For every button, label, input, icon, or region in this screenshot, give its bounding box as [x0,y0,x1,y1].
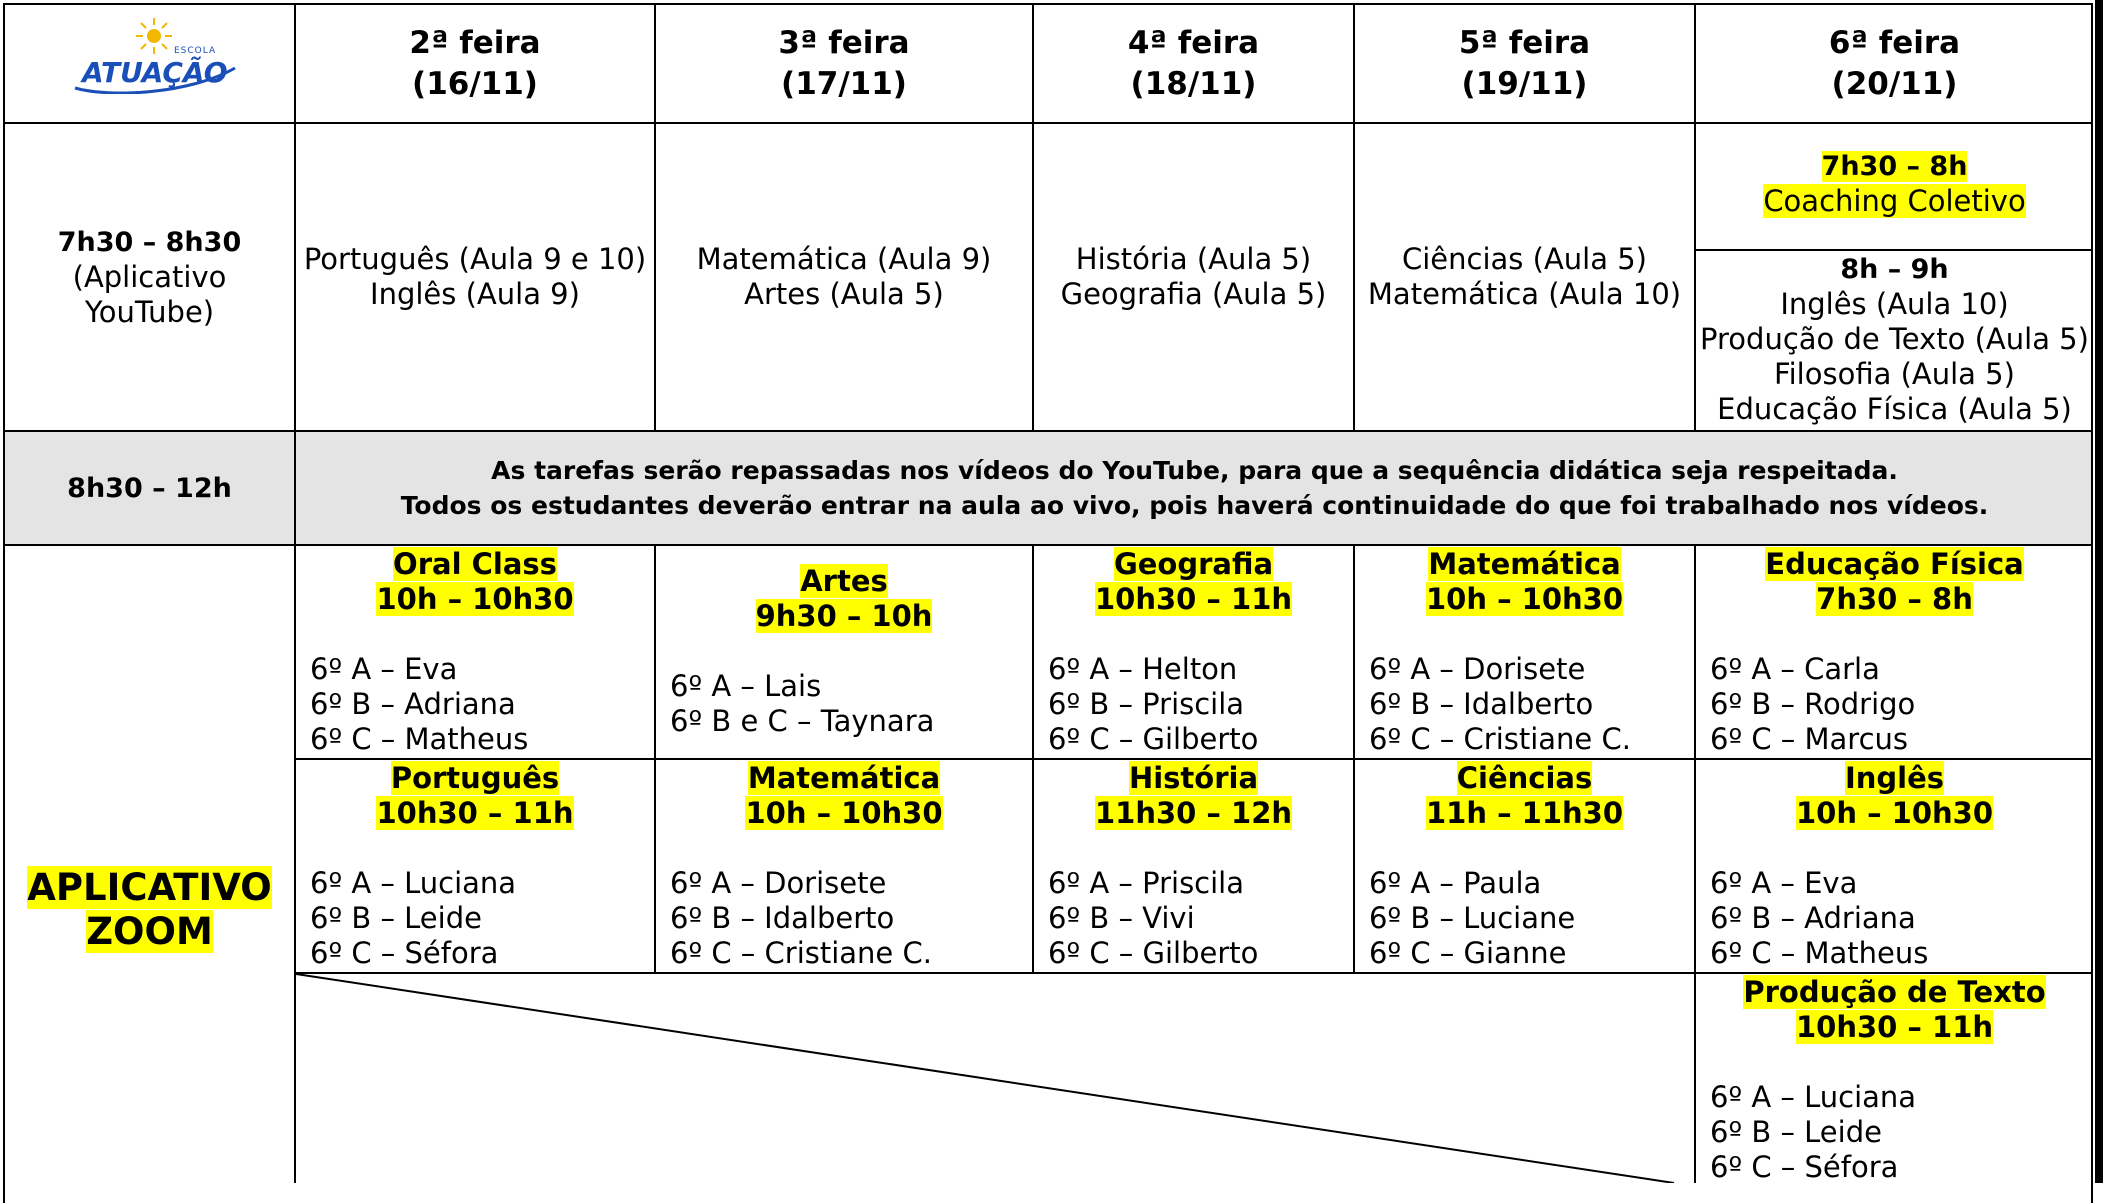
day-name: 3ª feira [778,24,910,61]
day-header-wed [1034,5,1353,122]
slot-time: 7h30 – 8h [1821,151,1968,182]
class-row: 6º C – Cristiane C. [1369,722,1631,756]
class-row: 6º C – Séfora [310,936,499,970]
row-time: 8h30 – 12h [67,472,232,504]
table-right-shadow [2095,0,2103,1183]
class-time: 10h – 10h30 [1795,796,1994,830]
class-title: Produção de Texto [1743,975,2046,1009]
class-time: 11h – 11h30 [1425,796,1624,830]
subject-line: História (Aula 5) [1075,242,1312,276]
logo-swoosh [70,64,240,94]
sun-icon [134,16,174,56]
class-row: 6º B – Rodrigo [1710,687,1916,721]
class-row: 6º B – Idalberto [670,901,895,935]
class-row: 6º C – Gilberto [1048,936,1259,970]
youtube-cell-tue [656,124,1032,430]
school-logo [60,16,260,102]
class-row: 6º A – Eva [310,652,458,686]
class-row: 6º A – Paula [1369,866,1542,900]
class-row: 6º A – Dorisete [1369,652,1586,686]
zoom-class-block [1696,761,2093,971]
subject-line: Ciências (Aula 5) [1402,242,1647,276]
class-time: 7h30 – 8h [1816,582,1973,616]
day-date: (16/11) [412,65,538,102]
class-title: Ciências [1456,761,1593,795]
class-row: 6º A – Eva [1710,866,1858,900]
youtube-cell-thu [1355,124,1694,430]
class-row: 6º B – Leide [1710,1115,1882,1149]
class-row: 6º A – Dorisete [670,866,887,900]
class-title: Educação Física [1765,547,2024,581]
zoom-class-block [1034,547,1353,757]
youtube-cell-fri-top [1696,148,2093,228]
class-row: 6º A – Luciana [1710,1080,1917,1114]
row-time-tasks [5,432,294,544]
class-row: 6º B e C – Taynara [670,704,935,738]
day-date: (19/11) [1461,65,1588,102]
class-row: 6º A – Carla [1710,652,1880,686]
class-row: 6º C – Cristiane C. [670,936,932,970]
slot-time: 8h – 9h [1840,254,1949,285]
subject-line: Geografia (Aula 5) [1060,277,1327,311]
slot-subject: Coaching Coletivo [1763,184,2026,218]
class-row: 6º A – Luciana [310,866,517,900]
row-note: (Aplicativo [72,259,227,294]
grid-line [295,758,2093,760]
class-row: 6º B – Leide [310,901,482,935]
zoom-label-line: ZOOM [86,909,213,953]
class-time: 10h – 10h30 [1425,582,1624,616]
class-time: 10h30 – 11h [1795,1010,1994,1044]
day-name: 4ª feira [1127,24,1260,61]
grid-line [5,544,2093,546]
notice-line: Todos os estudantes deverão entrar na aula ao vivo, pois haverá continuidade do que foi trabalhado nos vídeos. [400,491,1989,520]
zoom-label [5,546,294,1183]
class-row: 6º B – Priscila [1048,687,1245,721]
class-row: 6º B – Adriana [310,687,516,721]
youtube-cell-wed [1034,124,1353,430]
zoom-class-block [1355,761,1694,971]
subject-line: Matemática (Aula 9) [696,242,992,276]
class-row: 6º A – Lais [670,669,822,703]
day-date: (18/11) [1130,65,1257,102]
day-header-tue [656,5,1032,122]
class-time: 11h30 – 12h [1094,796,1293,830]
class-time: 10h – 10h30 [376,582,574,616]
class-time: 10h – 10h30 [745,796,943,830]
class-title: Matemática [747,761,941,795]
class-row: 6º B – Vivi [1048,901,1195,935]
class-row: 6º B – Adriana [1710,901,1916,935]
zoom-class-block [1696,975,2093,1185]
logo-name: ATUAÇÃO [82,56,228,89]
zoom-class-block [296,547,654,757]
youtube-cell-fri-bottom [1696,252,2093,430]
day-name: 5ª feira [1458,24,1591,61]
day-header-fri [1696,5,2093,122]
zoom-class-block [1696,547,2093,757]
class-title: Matemática [1428,547,1621,581]
empty-cell-diagonal [296,974,1694,1183]
class-time: 9h30 – 10h [755,599,933,633]
class-title: Oral Class [393,547,557,581]
row-note: YouTube) [84,294,215,329]
day-name: 6ª feira [1828,24,1961,61]
subject-line: Artes (Aula 5) [744,277,944,311]
row-time-youtube [5,124,294,430]
class-title: História [1128,761,1259,795]
row-time: 7h30 – 8h30 [57,226,242,258]
subject-line: Educação Física (Aula 5) [1717,392,2072,426]
class-row: 6º C – Gilberto [1048,722,1259,756]
subject-line: Matemática (Aula 10) [1367,277,1682,311]
zoom-label-line: APLICATIVO [27,865,272,909]
day-date: (17/11) [781,65,907,102]
class-time: 10h30 – 11h [376,796,574,830]
zoom-class-block [656,564,1032,739]
zoom-class-block [296,761,654,971]
class-row: 6º C – Matheus [1710,936,1929,970]
youtube-cell-mon [296,124,654,430]
subject-line: Inglês (Aula 9) [370,277,580,311]
day-header-thu [1355,5,1694,122]
subject-line: Inglês (Aula 10) [1780,287,2009,321]
class-row: 6º C – Séfora [1710,1150,1899,1184]
class-row: 6º C – Marcus [1710,722,1909,756]
tasks-notice [296,432,2093,544]
class-row: 6º C – Gianne [1369,936,1567,970]
day-header-mon [296,5,654,122]
subject-line: Produção de Texto (Aula 5) [1700,322,2089,356]
subject-line: Português (Aula 9 e 10) [303,242,647,276]
class-row: 6º C – Matheus [310,722,529,756]
zoom-class-block [1355,547,1694,757]
zoom-class-block [1034,761,1353,971]
notice-line: As tarefas serão repassadas nos vídeos do YouTube, para que a sequência didática seja respeitada. [491,456,1898,485]
grid-line [1694,249,2093,251]
day-name: 2ª feira [409,24,541,61]
class-row: 6º B – Idalberto [1369,687,1594,721]
class-row: 6º A – Helton [1048,652,1238,686]
logo-small-text: ESCOLA [174,46,217,56]
day-date: (20/11) [1831,65,1958,102]
class-title: Português [390,761,560,795]
class-title: Inglês [1844,761,1945,795]
class-title: Geografia [1113,547,1274,581]
subject-line: Filosofia (Aula 5) [1774,357,2015,391]
zoom-class-block [656,761,1032,971]
class-row: 6º A – Priscila [1048,866,1245,900]
class-title: Artes [800,564,888,598]
class-row: 6º B – Luciane [1369,901,1576,935]
class-time: 10h30 – 11h [1094,582,1293,616]
